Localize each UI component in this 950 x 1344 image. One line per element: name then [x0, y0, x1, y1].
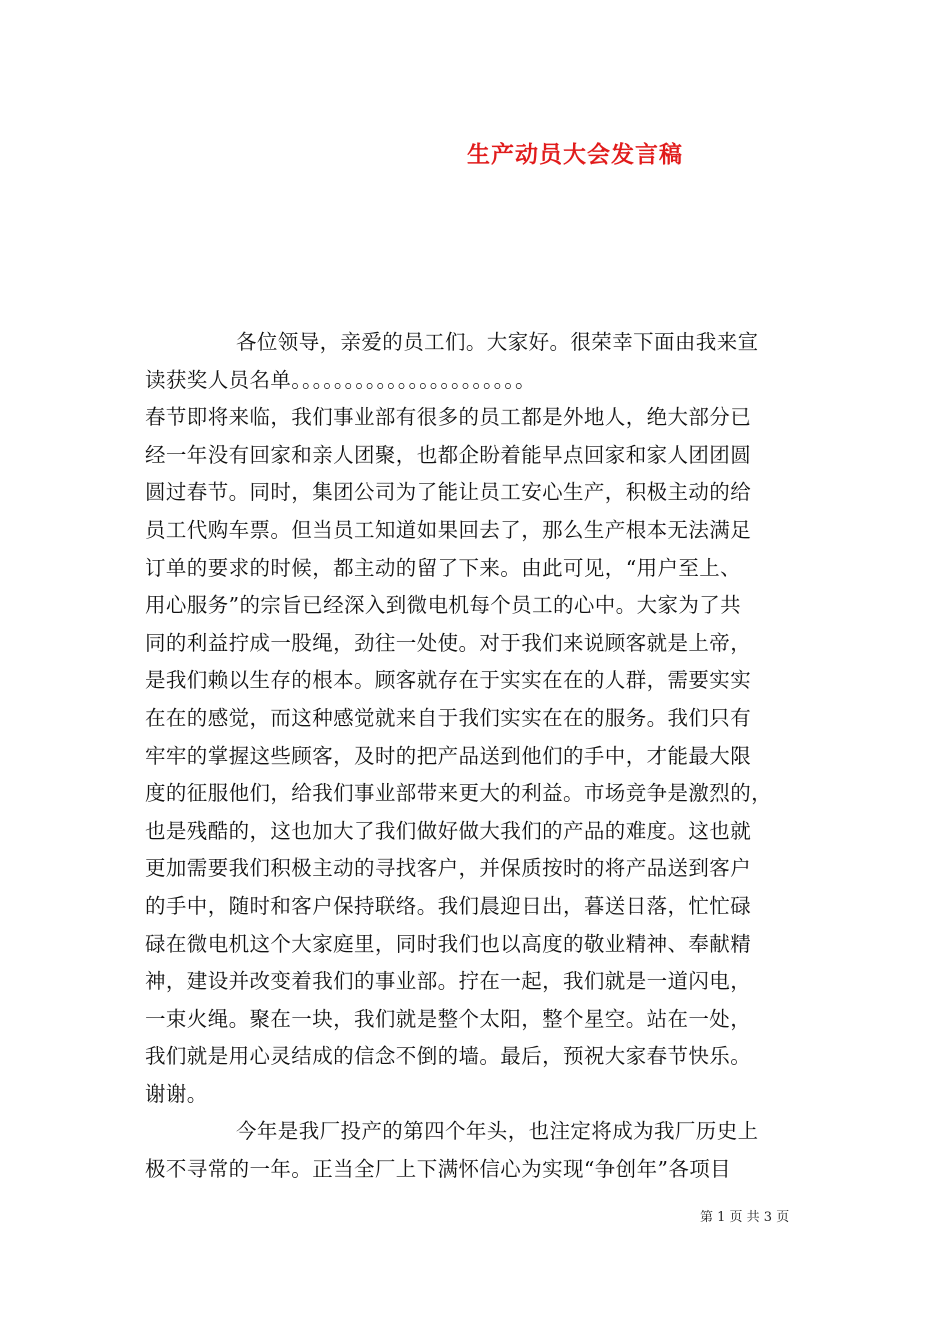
- document-title: 生产动员大会发言稿: [467, 142, 683, 168]
- paragraph-line: 今年是我厂投产的第四个年头，也注定将成为我厂历史上: [236, 1119, 759, 1144]
- page-number: 第 1 页 共 3 页: [700, 1210, 790, 1225]
- paragraph-line: 一束火绳。聚在一块，我们就是整个太阳，整个星空。站在一处，: [145, 1006, 752, 1031]
- paragraph-line: 更加需要我们积极主动的寻找客户，并保质按时的将产品送到客户: [145, 856, 752, 881]
- paragraph-line: 员工代购车票。但当员工知道如果回去了，那么生产根本无法满足: [145, 517, 752, 542]
- paragraph-line: 春节即将来临，我们事业部有很多的员工都是外地人，绝大部分已: [145, 405, 752, 430]
- paragraph-line: 的手中，随时和客户保持联络。我们晨迎日出，暮送日落，忙忙碌: [145, 893, 752, 918]
- paragraph-line: 谢谢。: [145, 1081, 208, 1106]
- paragraph-line: 在在的感觉，而这种感觉就来自于我们实实在在的服务。我们只有: [145, 705, 752, 730]
- paragraph-line: 是我们赖以生存的根本。顾客就存在于实实在在的人群，需要实实: [145, 668, 752, 693]
- paragraph-line: 订单的要求的时候，都主动的留了下来。由此可见，“用户至上、: [145, 555, 742, 580]
- paragraph-line: 同的利益拧成一股绳，劲往一处使。对于我们来说顾客就是上帝，: [145, 630, 752, 655]
- paragraph-line: 度的征服他们，给我们事业部带来更大的利益。市场竞争是激烈的，: [145, 781, 772, 806]
- paragraph-line: 牢牢的掌握这些顾客，及时的把产品送到他们的手中，才能最大限: [145, 743, 752, 768]
- paragraph-line: 我们就是用心灵结成的信念不倒的墙。最后，预祝大家春节快乐。: [145, 1044, 752, 1069]
- paragraph-line: 神，建设并改变着我们的事业部。拧在一起，我们就是一道闪电，: [145, 969, 752, 994]
- paragraph-line: 也是残酷的，这也加大了我们做好做大我们的产品的难度。这也就: [145, 818, 752, 843]
- paragraph-line: 圆过春节。同时，集团公司为了能让员工安心生产，积极主动的给: [145, 480, 752, 505]
- paragraph-line: 读获奖人员名单。。。。。。。。。。。。。。。。。。。。。。: [145, 367, 536, 392]
- paragraph-line: 各位领导，亲爱的员工们。大家好。很荣幸下面由我来宣: [236, 330, 759, 354]
- paragraph-line: 经一年没有回家和亲人团聚，也都企盼着能早点回家和家人团团圆: [145, 442, 752, 467]
- paragraph-line: 极不寻常的一年。正当全厂上下满怀信心为实现“争创年”各项目: [145, 1157, 732, 1182]
- paragraph-line: 碌在微电机这个大家庭里，同时我们也以高度的敬业精神、奉献精: [145, 931, 752, 956]
- document-body: [145, 324, 835, 1189]
- paragraph-line: 用心服务”的宗旨已经深入到微电机每个员工的心中。大家为了共: [145, 593, 742, 618]
